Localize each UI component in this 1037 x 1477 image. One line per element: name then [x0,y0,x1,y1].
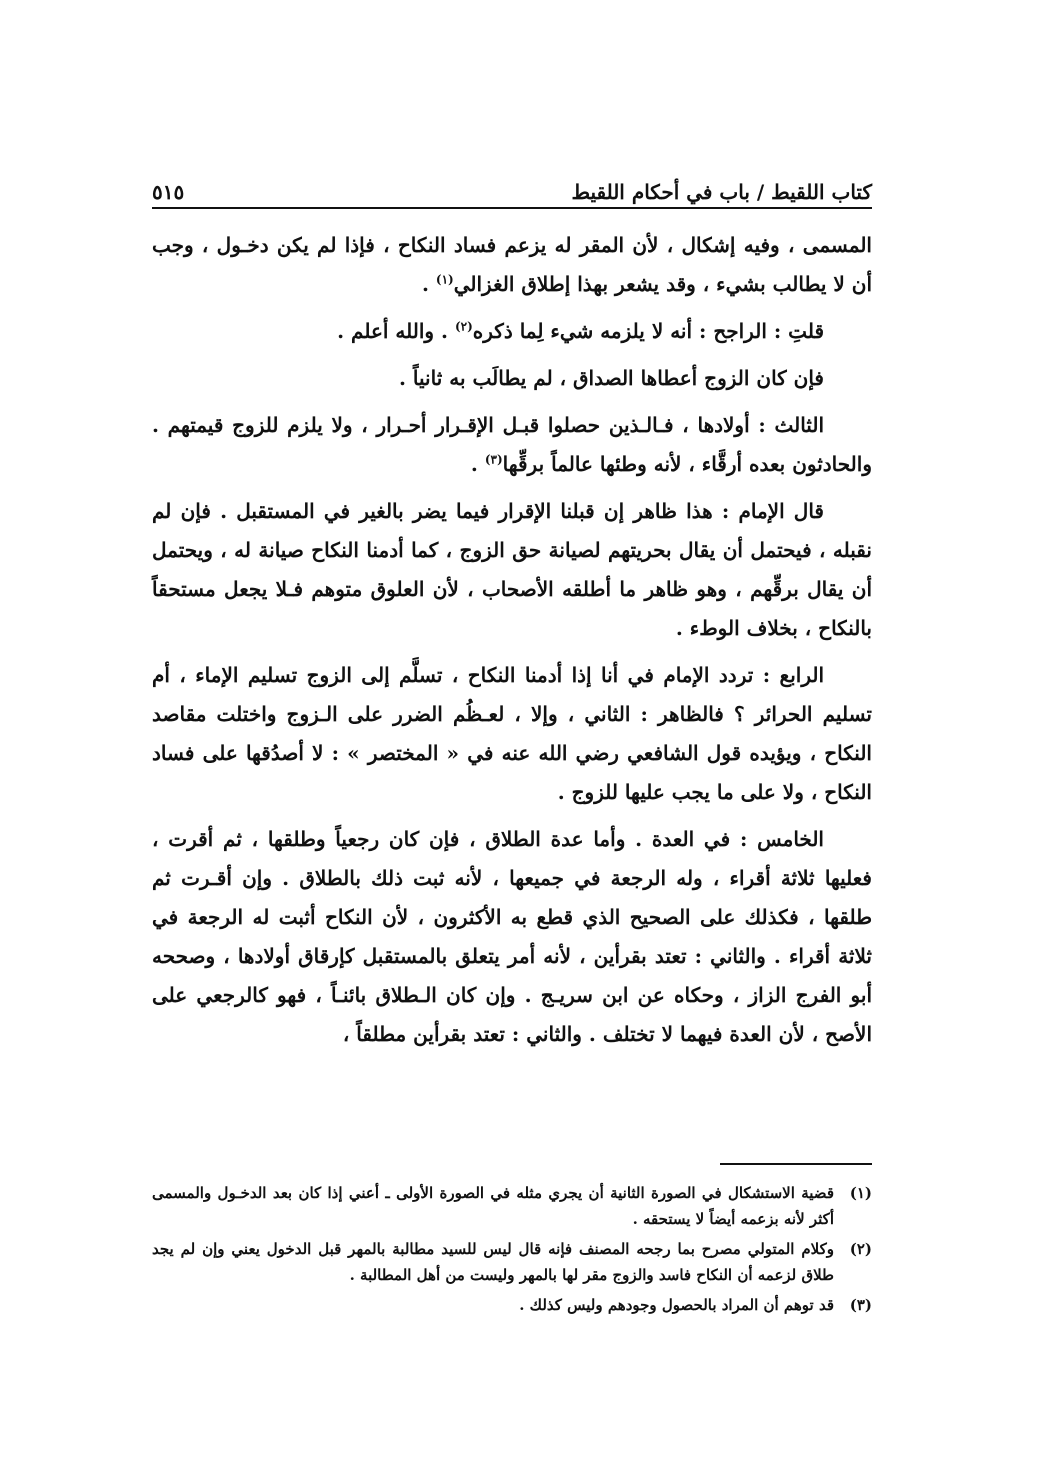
footnote-text: وكلام المتولي مصرح بما رجحه المصنف فإنه قال ليس للسيد مطالبة بالمهر قبل الدخول يعني وإن لم يجد طلاق لزعمه أن النكاح فاسد والزوج مقر لها بالمهر وليست من أهل المطالبة . [152,1240,834,1284]
section-lead: الخامس [757,827,824,851]
paragraph-3: فإن كان الزوج أعطاها الصداق ، لم يطالَب به ثانياً . [399,366,824,390]
footnote-ref: (٢) [454,319,473,334]
running-header [152,168,872,204]
main-text [152,226,872,1062]
footnote [152,1236,872,1288]
paragraph-4: الثالث : أولادها ، فـالـذين حصلوا قبـل الإقـرار أحـرار ، ولا يلزم للزوج قيمتهم . والحادثون بعده أرقَّاء ، لأنه وطئها عالماً برقِّها$^{(٣)}$ . [152,413,872,476]
footnote-text: قد توهم أن المراد بالحصول وجودهم وليس كذلك . [519,1296,834,1314]
paragraph-1: المسمى ، وفيه إشكال ، لأن المقر له يزعم فساد النكاح ، فإذا لم يكن دخـول ، وجب أن لا يطالب بشيء ، وقد يشعر بهذا إطلاق الغزالي$^{(١)}$ . [152,233,872,296]
footnote-number: (٣) [849,1296,872,1314]
paragraph-6: الرابع : تردد الإمام في أنا إذا أدمنا النكاح ، تسلَّم إلى الزوج تسليم الإماء ، أم تسليم الحرائر ؟ فالظاهر : الثاني ، وإلا ، لعـظُم الضرر على الـزوج واختلت مقاصد النكاح ، ويؤيده قول الشافعي رضي الله عنه في « المختصر » : لا أصدُقها على فساد النكاح ، ولا على ما يجب عليها للزوج . [152,663,872,804]
paragraph-2: قلتِ : الراجح : أنه لا يلزمه شيء لِما ذكره$^{(٢)}$ . والله أعلم . [337,319,824,343]
footnote-number: (٢) [849,1240,872,1258]
footnote-ref: (٣) [484,452,503,467]
footnote-ref: (١) [435,272,454,287]
footnote [152,1292,872,1318]
footnote-number: (١) [849,1184,872,1202]
footnote-text: قضية الاستشكال في الصورة الثانية أن يجري مثله في الصورة الأولى ـ أعني إذا كان بعد الدخـول والمسمى أكثر لأنه بزعمه أيضاً لا يستحقه . [152,1184,834,1228]
chapter-title: كتاب اللقيط / باب في أحكام اللقيط [571,180,872,204]
section-lead: الثالث [774,413,824,437]
header-rule [152,207,872,209]
paragraph-5: قال الإمام : هذا ظاهر إن قبلنا الإقرار فيما يضر بالغير في المستقبل . فإن لم نقبله ، فيحتمل أن يقال بحريتهم لصيانة حق الزوج ، كما أدمنا النكاح صيانة له ، ويحتمل أن يقال برقِّهم ، وهو ظاهر ما أطلقه الأصحاب ، لأن العلوق متوهم فـلا يجعل مستحقاً بالنكاح ، بخلاف الوطء . [152,499,872,640]
page-number: ٥١٥ [152,180,185,204]
section-lead: الرابع [779,663,824,687]
footnote [152,1180,872,1232]
footnotes [152,1180,872,1322]
footnote-separator [720,1163,872,1165]
paragraph-7: الخامس : في العدة . وأما عدة الطلاق ، فإن كان رجعياً وطلقها ، ثم أقرت ، فعليها ثلاثة أقراء ، وله الرجعة في جميعها ، لأنه ثبت ذلك بالطلاق . وإن أقـرت ثم طلقها ، فكذلك على الصحيح الذي قطع به الأكثرون ، لأن النكاح أثبت له الرجعة في ثلاثة أقراء . والثاني : تعتد بقرأين ، لأنه أمر يتعلق بالمستقبل كإرقاق أولادها ، وصححه أبو الفرج الزاز ، وحكاه عن ابن سريـج . وإن كان الـطلاق بائنـاً ، فهو كالرجعي على الأصح ، لأن العدة فيهما لا تختلف . والثاني : تعتد بقرأين مطلقاً ، [152,827,872,1046]
